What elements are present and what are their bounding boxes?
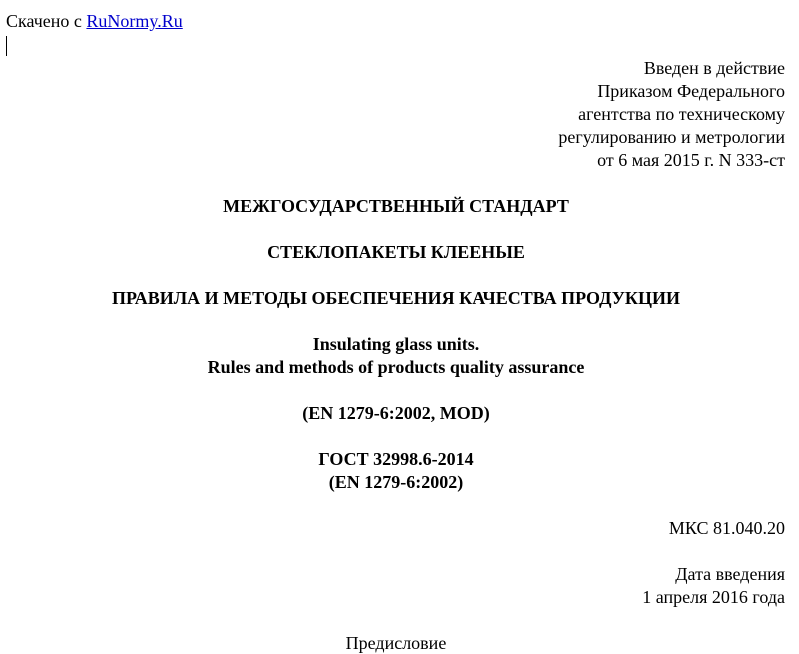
- modification-ref: (EN 1279-6:2002, MOD): [302, 403, 490, 423]
- english-title-line-2: Rules and methods of products quality assurance: [207, 357, 585, 377]
- product-heading: СТЕКЛОПАКЕТЫ КЛЕЕНЫЕ: [267, 242, 525, 262]
- english-title-line-1: Insulating glass units.: [312, 334, 480, 354]
- downloaded-prefix: Скачено с: [6, 11, 87, 31]
- enactment-line-5: от 6 мая 2015 г. N 333-ст: [597, 150, 785, 170]
- text-cursor: [6, 36, 7, 56]
- enactment-line-2: Приказом Федерального: [597, 81, 785, 101]
- intro-date-value: 1 апреля 2016 года: [642, 587, 785, 607]
- standard-type-heading: МЕЖГОСУДАРСТВЕННЫЙ СТАНДАРТ: [223, 196, 569, 216]
- gost-en-reference: (EN 1279-6:2002): [328, 472, 464, 492]
- enactment-line-1: Введен в действие: [643, 58, 785, 78]
- downloaded-from-line: [6, 10, 183, 32]
- gost-number: ГОСТ 32998.6-2014: [318, 449, 474, 469]
- source-link[interactable]: RuNormy.Ru: [86, 11, 183, 31]
- enactment-line-3: агентства по техническому: [578, 104, 785, 124]
- intro-date-label: Дата введения: [675, 564, 785, 584]
- foreword-heading: Предисловие: [345, 633, 447, 653]
- subject-heading: ПРАВИЛА И МЕТОДЫ ОБЕСПЕЧЕНИЯ КАЧЕСТВА ПРОДУКЦИИ: [112, 288, 680, 308]
- enactment-line-4: регулированию и метрологии: [558, 127, 785, 147]
- mks-code: МКС 81.040.20: [668, 518, 785, 538]
